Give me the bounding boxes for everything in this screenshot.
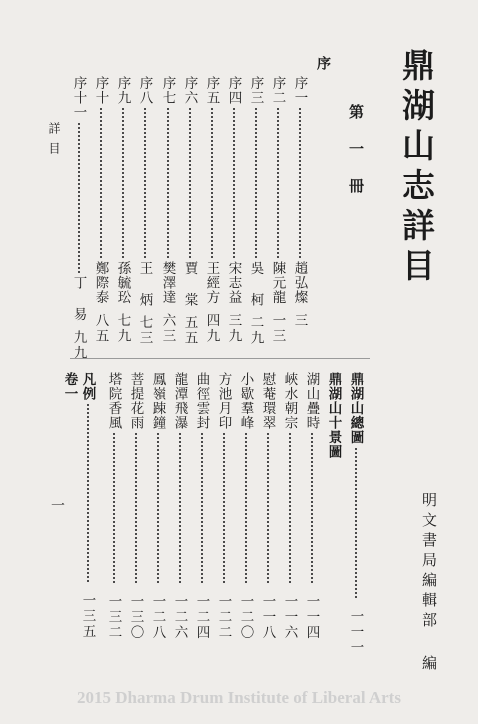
leader-dots xyxy=(311,433,313,583)
contents-entry xyxy=(282,372,296,641)
leader-dots xyxy=(189,108,191,258)
entry-label: 序一 xyxy=(291,76,308,105)
entry-author: 王 炳 xyxy=(136,261,153,307)
entry-label: 序五 xyxy=(203,76,220,105)
leader-dots xyxy=(233,108,235,258)
publisher-credit: 明文書局編輯部 編 xyxy=(420,492,438,675)
entry-label: 鼎湖山總圖 xyxy=(347,372,364,445)
leader-dots xyxy=(255,108,257,258)
entry-label: 湖山疊時 xyxy=(303,372,320,430)
entry-label: 鳳嶺踈鐘 xyxy=(149,372,166,430)
preface-entry xyxy=(226,76,240,344)
entry-page-number: 一三〇 xyxy=(127,594,144,641)
entry-label: 序十一 xyxy=(70,76,87,120)
leader-dots xyxy=(135,433,137,583)
leader-dots xyxy=(277,108,279,258)
running-head: 詳目 xyxy=(47,122,61,162)
entry-page-number: 三九 xyxy=(225,312,242,344)
watermark: 2015 Dharma Drum Institute of Liberal Arts xyxy=(77,688,401,707)
leader-dots xyxy=(201,433,203,583)
contents-entry xyxy=(80,372,94,640)
contents-entry xyxy=(128,372,142,641)
entry-page-number: 六三 xyxy=(159,312,176,344)
preface-entry xyxy=(204,76,218,344)
entry-author: 鄭際泰 xyxy=(92,261,109,305)
preface-entry xyxy=(182,76,196,346)
entry-author: 賈 棠 xyxy=(181,261,198,307)
contents-entry xyxy=(216,372,230,641)
entry-page-number: 一一一 xyxy=(347,608,364,655)
section-heading-preface: 序 xyxy=(315,56,331,71)
entry-page-number: 一一六 xyxy=(281,594,298,641)
preface-entry xyxy=(160,76,174,344)
preface-entry xyxy=(248,76,262,346)
leader-dots xyxy=(245,433,247,583)
entry-label: 鼎湖山十景圖 xyxy=(325,372,342,459)
leader-dots xyxy=(211,108,213,258)
leader-dots xyxy=(355,448,357,598)
entry-page-number: 一二二 xyxy=(215,594,232,641)
leader-dots xyxy=(122,108,124,258)
entry-page-number: 三 xyxy=(291,312,308,328)
entry-author: 趙弘燦 xyxy=(291,261,308,305)
entry-page-number: 一二四 xyxy=(193,594,210,641)
entry-author: 吳 柯 xyxy=(247,261,264,307)
leader-dots xyxy=(78,123,80,273)
entry-label: 序七 xyxy=(159,76,176,105)
contents-entry xyxy=(172,372,186,641)
entry-page-number: 二九 xyxy=(247,315,264,346)
entry-label: 菩提花雨 xyxy=(127,372,144,430)
entry-label: 龍潭飛瀑 xyxy=(171,372,188,430)
entry-page-number: 一一八 xyxy=(259,594,276,641)
preface-entry xyxy=(270,76,284,344)
contents-entry xyxy=(260,372,274,641)
entry-page-number: 七九 xyxy=(114,312,131,344)
entry-label: 序十 xyxy=(92,76,109,105)
entry-page-number: 一二六 xyxy=(171,594,188,641)
leader-dots xyxy=(167,108,169,258)
book-title: 鼎湖山志詳目 xyxy=(397,48,436,288)
contents-entry xyxy=(304,372,318,641)
leader-dots xyxy=(223,433,225,583)
preface-entry xyxy=(292,76,306,328)
entry-page-number: 一二〇 xyxy=(237,594,254,641)
entry-page-number: 一三五 xyxy=(79,593,96,640)
page-folio: 一 xyxy=(49,498,65,512)
entry-page-number: 七三 xyxy=(136,315,153,346)
contents-entry xyxy=(238,372,252,641)
preface-entry xyxy=(115,76,129,344)
leader-dots xyxy=(299,108,301,258)
entry-label: 序三 xyxy=(247,76,264,105)
contents-entry xyxy=(62,372,76,401)
entry-label: 峽水朝宗 xyxy=(281,372,298,430)
entry-author: 王經方 xyxy=(203,261,220,305)
section-divider xyxy=(70,358,370,359)
leader-dots xyxy=(87,404,89,582)
entry-page-number: 一二八 xyxy=(149,594,166,641)
entry-label: 塔院香風 xyxy=(105,372,122,430)
contents-entry xyxy=(348,372,362,655)
entry-label: 凡例 xyxy=(79,372,96,401)
entry-label: 序二 xyxy=(269,76,286,105)
leader-dots xyxy=(179,433,181,583)
entry-label: 慰菴環翠 xyxy=(259,372,276,430)
entry-label: 序九 xyxy=(114,76,131,105)
leader-dots xyxy=(100,108,102,258)
entry-author: 丁 易 xyxy=(70,275,87,322)
entry-author: 樊澤達 xyxy=(159,261,176,305)
entry-label: 方池月印 xyxy=(215,372,232,430)
entry-label: 小歇羣峰 xyxy=(237,372,254,430)
volume-heading: 第一冊 xyxy=(347,104,365,215)
leader-dots xyxy=(267,433,269,583)
entry-author: 陳元龍 xyxy=(269,261,286,305)
contents-entry xyxy=(106,372,120,641)
leader-dots xyxy=(157,433,159,583)
entry-label: 序六 xyxy=(181,76,198,105)
preface-entry xyxy=(71,76,85,361)
entry-author: 孫毓玜 xyxy=(114,261,131,305)
contents-entry xyxy=(326,372,340,459)
entry-label: 序八 xyxy=(136,76,153,105)
entry-label: 曲徑雲封 xyxy=(193,372,210,430)
entry-page-number: 一一四 xyxy=(303,594,320,641)
contents-entry xyxy=(194,372,208,641)
entry-page-number: 四九 xyxy=(203,312,220,344)
preface-entry xyxy=(137,76,151,346)
leader-dots xyxy=(113,433,115,583)
entry-author: 宋志益 xyxy=(225,261,242,305)
entry-page-number: 一三 xyxy=(269,312,286,344)
preface-entry xyxy=(93,76,107,344)
contents-entry xyxy=(150,372,164,641)
entry-page-number: 一三二 xyxy=(105,594,122,641)
entry-page-number: 九九 xyxy=(70,329,87,361)
leader-dots xyxy=(144,108,146,258)
entry-label: 序四 xyxy=(225,76,242,105)
entry-page-number: 八五 xyxy=(92,312,109,344)
entry-page-number: 五五 xyxy=(181,315,198,346)
entry-label: 卷一 xyxy=(61,372,78,401)
leader-dots xyxy=(289,433,291,583)
